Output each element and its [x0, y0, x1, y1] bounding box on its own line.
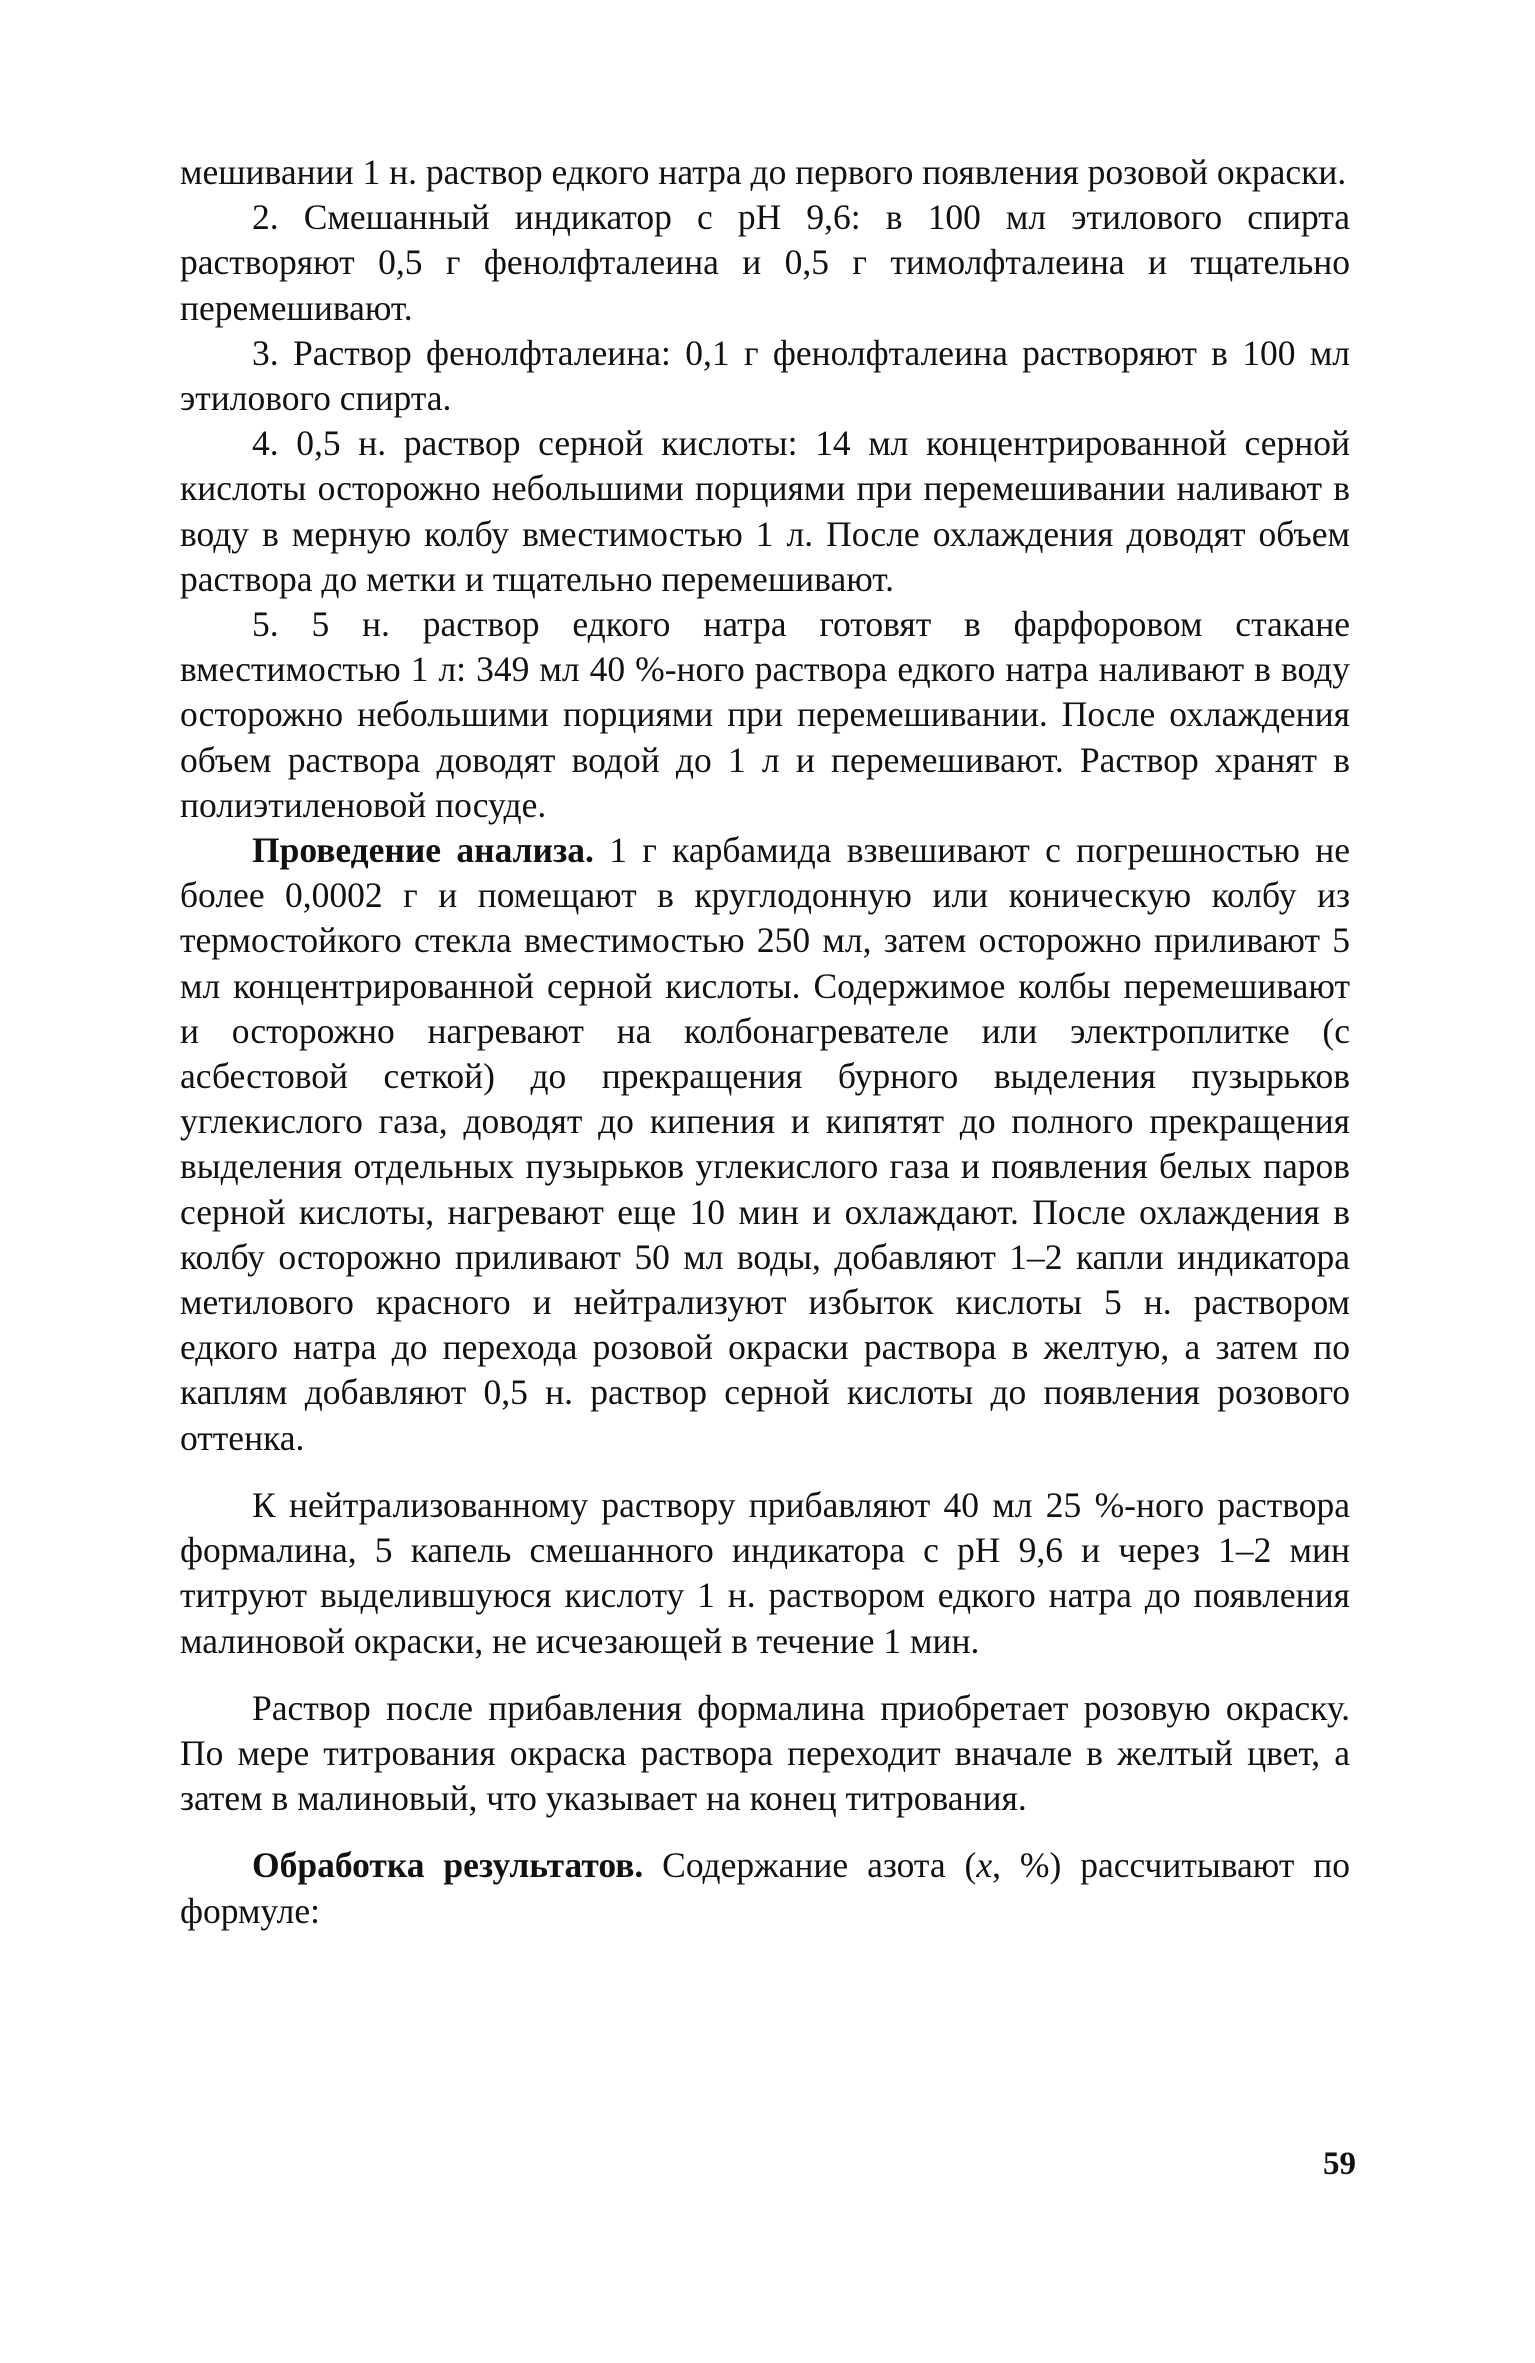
paragraph-sulfuric-acid-solution: 4. 0,5 н. раствор серной кислоты: 14 мл концентрированной серной кислоты осторожно небольшими порциями при перемешивании наливают в воду в мерную колбу вместимостью 1 л. После охлаждения доводят объем раствора до метки и тщательно перемешивают.	[180, 423, 1350, 599]
paragraph-titration: К нейтрализованному раствору прибавляют 40 мл 25 %-ного раствора формалина, 5 капель смешанного индикатора с pH 9,6 и через 1–2 мин титруют выделившуюся кислоту 1 н. раствором едкого натра до появления малиновой окраски, не исчезающей в течение 1 мин.	[180, 1484, 1350, 1661]
results-text-after: , %) рассчитывают по формуле:	[180, 1845, 1350, 1931]
paragraph-results-processing	[180, 1843, 1350, 1933]
paragraph-mixed-indicator: 2. Смешанный индикатор с pH 9,6: в 100 мл этилового спирта растворяют 0,5 г фенолфталеина и 0,5 г тимолфталеина и тщательно перемешивают.	[180, 197, 1350, 328]
paragraph-sodium-hydroxide-solution: 5. 5 н. раствор едкого натра готовят в фарфоровом стакане вместимостью 1 л: 349 мл 40 %-ного раствора едкого натра наливают в воду осторожно небольшими порциями при перемешивании. После охлаждения объем раствора доводят водой до 1 л и перемешивают. Раствор хранят в полиэтиленовой посуде.	[180, 604, 1350, 825]
paragraph-continuation: мешивании 1 н. раствор едкого натра до первого появления розовой окраски.	[180, 152, 1347, 192]
formula-variable: x	[976, 1845, 993, 1886]
section-heading-analysis: Проведение анализа.	[252, 830, 594, 871]
paragraph-analysis-procedure	[180, 828, 1350, 1461]
section-heading-results: Обработка результатов.	[252, 1845, 644, 1886]
analysis-procedure-text: 1 г карбамида взвешивают с погрешностью не более 0,0002 г и помещают в круглодонную или коническую колбу из термостойкого стекла вместимостью 250 мл, затем осторожно приливают 5 мл концентрированной серной кислоты. Содержимое колбы перемешивают и осторожно нагревают на колбонагревателе или электроплитке (с асбестовой сеткой) до прекращения бурного выделения пузырьков углекислого газа, доводят до кипения и кипятят до полного прекращения выделения отдельных пузырьков углекислого газа и появления белых паров серной кислоты, нагревают еще 10 мин и охлаждают. После охлаждения в колбу осторожно приливают 50 мл воды, добавляют 1–2 капли индикатора метилового красного и нейтрализуют избыток кислоты 5 н. раствором едкого натра до перехода розовой окраски раствора в желтую, а затем по каплям добавляют 0,5 н. раствор серной кислоты до появления розового оттенка.	[180, 830, 1351, 1458]
page-number: 59	[1323, 2146, 1356, 2182]
results-text-before: Содержание азота (	[662, 1845, 977, 1886]
paragraph-phenolphthalein-solution: 3. Раствор фенолфталеина: 0,1 г фенолфталеина растворяют в 100 мл этилового спирта.	[180, 332, 1350, 419]
page-text	[180, 150, 1350, 1934]
paragraph-color-change: Раствор после прибавления формалина приобретает розовую окраску. По мере титрования окраска раствора переходит вначале в желтый цвет, а затем в малиновый, что указывает на конец титрования.	[180, 1687, 1350, 1819]
